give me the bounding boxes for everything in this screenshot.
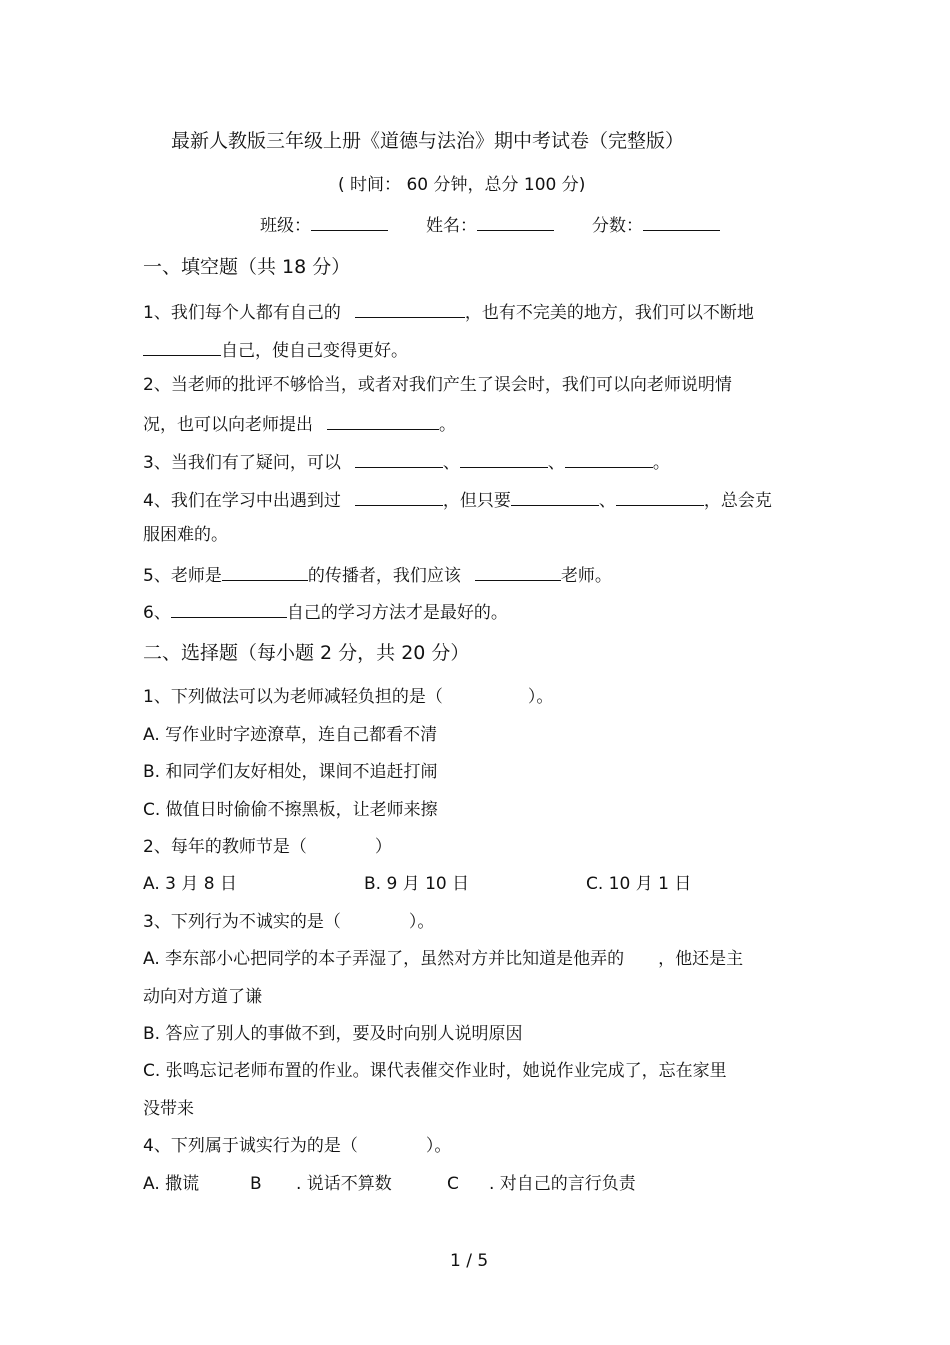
q-text: 、 [442,453,460,473]
q-text: 。 [439,415,456,435]
option-2-3-c-cont: 没带来 [143,1099,194,1119]
score-blank [643,212,720,231]
question-1-1-cont [143,337,408,362]
q-text: 自己，使自己变得更好。 [221,341,408,361]
option-2-4-b-letter: B [250,1174,262,1194]
option-2-2-a: A. 3 月 8 日 [143,874,237,894]
question-1-6 [143,599,508,624]
answer-blank [171,599,287,618]
q-text: 3、当我们有了疑问，可以 [143,453,341,473]
question-1-5 [143,562,612,587]
answer-blank [475,562,561,581]
option-2-3-b: B. 答应了别人的事做不到，要及时向别人说明原因 [143,1024,523,1044]
page-title: 最新人教版三年级上册《道德与法治》期中考试卷（完整版） [171,130,685,152]
q-text: 6、 [143,603,171,623]
question-1-3 [143,449,670,474]
q-text: 、 [547,453,565,473]
option-2-1-c: C. 做值日时偷偷不擦黑板，让老师来擦 [143,800,438,820]
name-label: 姓名： [426,216,477,236]
option-2-4-c-letter: C [447,1174,459,1194]
option-2-2-b: B. 9 月 10 日 [364,874,470,894]
name-blank [477,212,554,231]
exam-subtitle: ( 时间： 60 分钟，总分 100 分) [338,175,586,195]
question-2-2: 2、每年的教师节是（ ） [143,837,392,857]
info-row [260,212,720,237]
answer-blank [143,337,221,356]
answer-blank [355,299,465,318]
option-2-1-b: B. 和同学们友好相处，课间不追赶打闹 [143,762,438,782]
q-text: 1、我们每个人都有自己的 [143,303,341,323]
option-2-3-a: A. 李东部小心把同学的本子弄湿了，虽然对方并比知道是他弄的 ，他还是主 [143,949,744,969]
q-text: 4、我们在学习中出遇到过 [143,491,341,511]
section2-heading: 二、选择题（每小题 2 分，共 20 分） [143,642,470,664]
question-1-4-cont: 服困难的。 [143,525,228,545]
option-2-2-c: C. 10 月 1 日 [586,874,692,894]
q-text: 况，也可以向老师提出 [143,415,313,435]
option-2-4-c: . 对自己的言行负责 [489,1174,636,1194]
q-text: 老师。 [560,566,612,586]
answer-blank [327,411,439,430]
q-text: ，总会克 [703,491,772,511]
q-text: ，也有不完美的地方，我们可以不断地 [464,303,754,323]
class-label: 班级： [260,216,311,236]
section1-heading: 一、填空题（共 18 分） [143,256,351,278]
q-text: 5、老师是 [143,566,222,586]
answer-blank [565,449,653,468]
question-2-1: 1、下列做法可以为老师减轻负担的是（ ）。 [143,687,554,707]
q-text: 自己的学习方法才是最好的。 [286,603,508,623]
q-text: 。 [652,453,670,473]
q-text: 的传播者，我们应该 [307,566,461,586]
option-2-4-b: . 说话不算数 [296,1174,392,1194]
score-label: 分数： [592,216,643,236]
answer-blank [460,449,548,468]
answer-blank [355,449,443,468]
question-1-2: 2、当老师的批评不够恰当，或者对我们产生了误会时，我们可以向老师说明情 [143,375,732,395]
option-2-4-a: A. 撒谎 [143,1174,200,1194]
option-2-3-c: C. 张鸣忘记老师布置的作业。课代表催交作业时，她说作业完成了，忘在家里 [143,1061,727,1081]
q-text: ，但只要 [442,491,511,511]
answer-blank [511,487,599,506]
q-text: 、 [598,491,616,511]
question-2-3: 3、下列行为不诚实的是（ ）。 [143,912,435,932]
option-2-1-a: A. 写作业时字迹潦草，连自己都看不清 [143,725,438,745]
answer-blank [355,487,443,506]
question-2-4: 4、下列属于诚实行为的是（ ）。 [143,1136,452,1156]
class-blank [311,212,388,231]
question-1-4 [143,487,772,512]
option-2-3-a-cont: 动向对方道了谦 [143,987,262,1007]
question-1-2-cont [143,411,456,436]
answer-blank [616,487,704,506]
question-1-1 [143,299,754,324]
page-number: 1 / 5 [450,1251,489,1271]
answer-blank [222,562,308,581]
